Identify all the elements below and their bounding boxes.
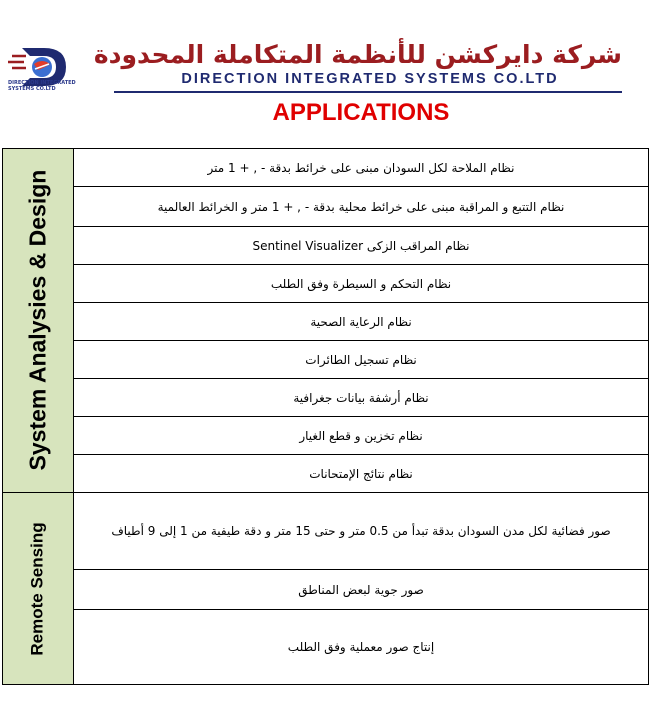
table-row: نظام المراقب الزكى Sentinel Visualizer (74, 227, 648, 265)
section-label-text: System Analysies & Design (24, 169, 51, 471)
company-name-english: DIRECTION INTEGRATED SYSTEMS CO.LTD (181, 71, 559, 87)
table-row: نظام الملاحة لكل السودان مبنى على خرائط بدقة - , + 1 متر (74, 149, 648, 187)
section-label (3, 149, 74, 492)
table-row: نظام تخزين و قطع الغيار (74, 417, 648, 455)
company-name-arabic: شركة دايركشن للأنظمة المتكاملة المحدودة (93, 40, 622, 69)
section-rows (74, 493, 648, 684)
logo-caption: DIRECTION INTEGRATED SYSTEMS CO.LTD (8, 80, 76, 92)
section-label (3, 493, 74, 684)
section-rows (74, 149, 648, 492)
section-system-analysis (3, 149, 648, 493)
table-row: نظام تسجيل الطائرات (74, 341, 648, 379)
table-row: صور فضائية لكل مدن السودان بدقة تبدأ من 0.5 متر و حتى 15 متر و دقة طيفية من 1 إلى 9 أطياف (74, 493, 648, 570)
page-title: APPLICATIONS (272, 99, 450, 126)
table-row: نظام التتبع و المراقبة مبنى على خرائط محلية بدقة - , + 1 متر و الخرائط العالمية (74, 187, 648, 227)
table-row: نظام الرعاية الصحية (74, 303, 648, 341)
table-row: إنتاج صور معملية وفق الطلب (287, 640, 435, 654)
section-label-text: Remote Sensing (28, 521, 48, 656)
table-row: صور جوية لبعض المناطق (74, 570, 648, 610)
header-divider (114, 91, 622, 93)
applications-table (2, 148, 649, 685)
table-row: نظام التحكم و السيطرة وفق الطلب (74, 265, 648, 303)
table-row: نظام أرشفة بيانات جغرافية (74, 379, 648, 417)
letterhead (0, 38, 650, 94)
section-remote-sensing (3, 493, 648, 684)
table-row: نظام نتائج الإمتحانات (309, 466, 413, 481)
